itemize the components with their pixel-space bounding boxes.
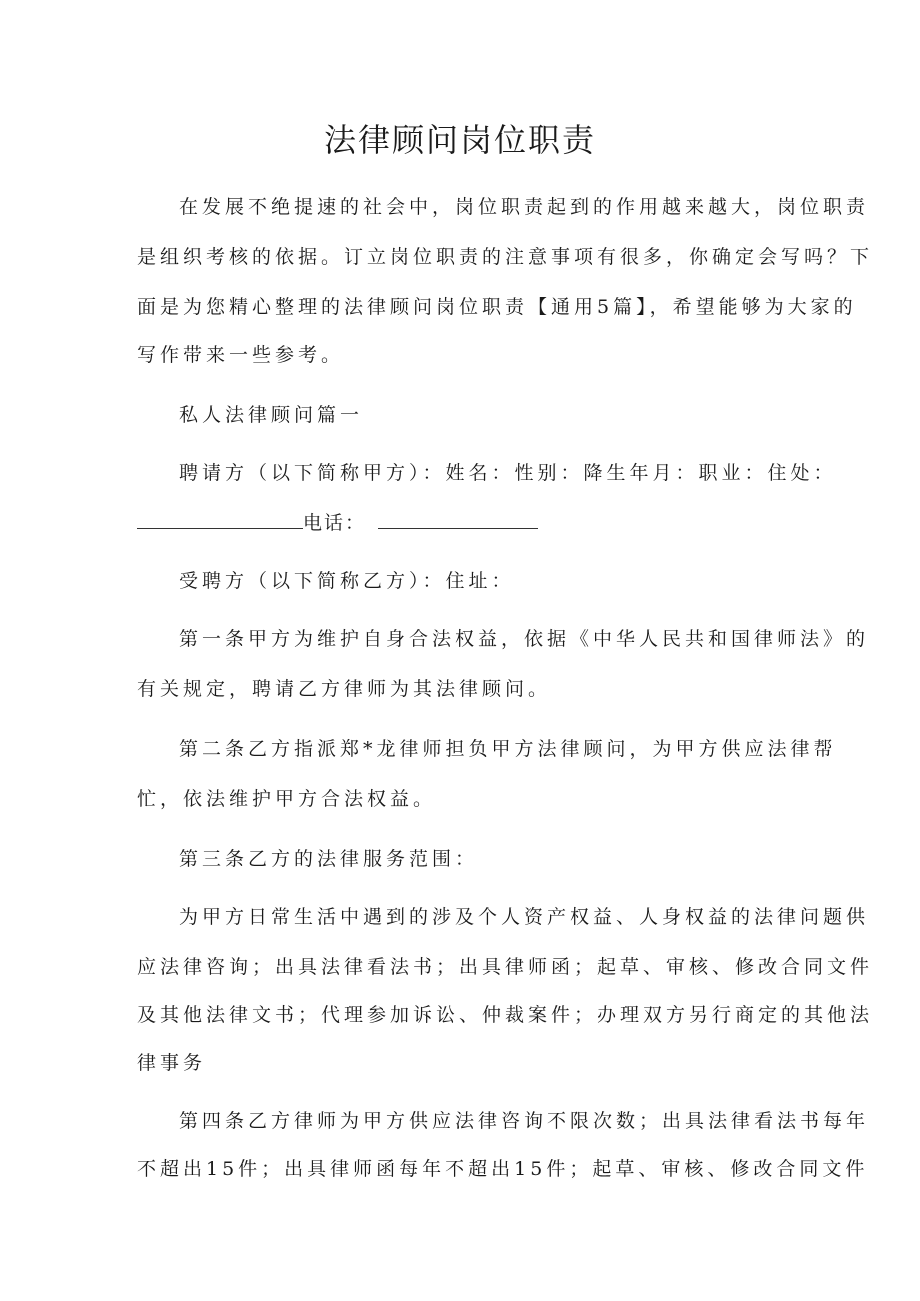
phone-label: 电话： bbox=[303, 512, 367, 534]
article4-line-2: 不超出15件；出具律师函每年不超出15件；起草、审核、修改合同文件 bbox=[137, 1158, 869, 1180]
article4-line-1: 第四条乙方律师为甲方供应法律咨询不限次数；出具法律看法书每年 bbox=[179, 1110, 870, 1132]
phone-line bbox=[137, 510, 538, 536]
intro-line-1: 在发展不绝提速的社会中，岗位职责起到的作用越来越大，岗位职责 bbox=[179, 196, 870, 218]
party-a-line: 聘请方（以下简称甲方）：姓名：性别：降生年月：职业：住处： bbox=[179, 462, 837, 484]
phone-blank-field bbox=[378, 510, 538, 529]
article2-line-1: 第二条乙方指派郑*龙律师担负甲方法律顾问，为甲方供应法律帮 bbox=[179, 738, 837, 760]
article1-line-2: 有关规定，聘请乙方律师为其法律顾问。 bbox=[137, 678, 552, 700]
article1-line-1: 第一条甲方为维护自身合法权益，依据《中华人民共和国律师法》的 bbox=[179, 628, 870, 650]
blank-field bbox=[137, 510, 303, 529]
document-title: 法律顾问岗位职责 bbox=[323, 121, 596, 159]
article3-heading: 第三条乙方的法律服务范围： bbox=[179, 848, 479, 870]
party-b-line: 受聘方（以下简称乙方）：住址： bbox=[179, 570, 515, 592]
scope-line-1: 为甲方日常生活中遇到的涉及个人资产权益、人身权益的法律问题供 bbox=[179, 906, 870, 928]
scope-line-4: 律事务 bbox=[137, 1052, 207, 1074]
intro-line-4: 写作带来一些参考。 bbox=[137, 344, 345, 366]
scope-line-2: 应法律咨询；出具法律看法书；出具律师函；起草、审核、修改合同文件 bbox=[137, 956, 874, 978]
intro-line-2: 是组织考核的依据。订立岗位职责的注意事项有很多，你确定会写吗？下 bbox=[137, 246, 874, 268]
scope-line-3: 及其他法律文书；代理参加诉讼、仲裁案件；办理双方另行商定的其他法 bbox=[137, 1004, 874, 1026]
section-heading: 私人法律顾问篇一 bbox=[179, 404, 364, 426]
article2-line-2: 忙，依法维护甲方合法权益。 bbox=[137, 788, 437, 810]
intro-line-3: 面是为您精心整理的法律顾问岗位职责【通用5篇】，希望能够为大家的 bbox=[137, 296, 857, 318]
